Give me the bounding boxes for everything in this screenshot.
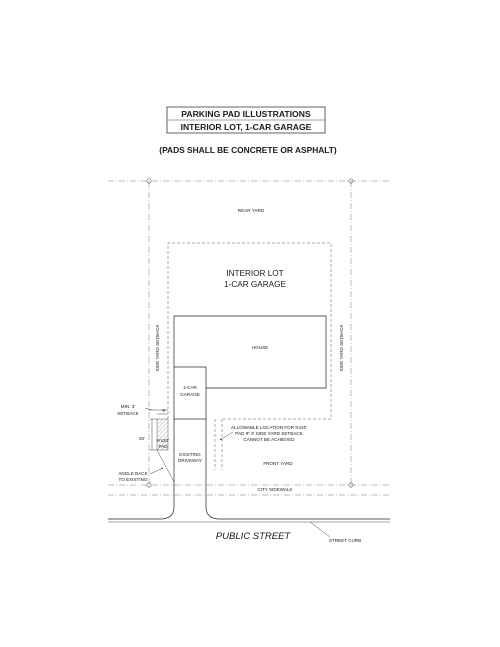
garage-label-2: GARAGE	[180, 392, 200, 397]
house-outline	[174, 316, 326, 388]
driveway-label-1: EXISTING	[179, 452, 201, 457]
allowable-location-label-1: ALLOWABLE LOCATION FOR 9'x20'	[230, 425, 308, 430]
public-street-label: PUBLIC STREET	[215, 531, 291, 542]
title-line-1: PARKING PAD ILLUSTRATIONS	[181, 109, 311, 119]
dimension-9ft-label: 9'	[162, 408, 166, 413]
allowable-location-label-3: CANNOT BE ACHIEVED	[243, 437, 295, 442]
side-setback-right-label: SIDE YARD SETBACK	[339, 324, 344, 372]
driveway-label-2: DRIVEWAY	[178, 458, 202, 463]
angle-back-leader	[150, 468, 163, 474]
angle-back-label-1: ANGLE BACK	[118, 471, 148, 476]
angle-back-label-2: TO EXISTING	[118, 477, 148, 482]
allowable-location-label-2: PAD IF 3' SIDE YARD SETBACK	[235, 431, 303, 436]
rear-yard-label: REAR YARD	[237, 208, 265, 213]
min-setback-leader	[145, 408, 152, 410]
city-sidewalk-label: CITY SIDEWALK	[257, 487, 293, 492]
street-curb-label: STREET CURB	[328, 538, 362, 543]
pad-angle-back	[157, 450, 174, 482]
garage-label-1: 1-CAR	[183, 385, 197, 390]
pad-label-1: 9'x20'	[157, 438, 169, 443]
driveway-right-curb-return	[206, 507, 218, 519]
house-label: HOUSE	[251, 345, 269, 350]
title-line-2: INTERIOR LOT, 1-CAR GARAGE	[180, 122, 312, 132]
side-setback-left-label: SIDE YARD SETBACK	[155, 324, 160, 372]
interior-lot-label-2: 1-CAR GARAGE	[224, 280, 286, 289]
interior-lot-label-1: INTERIOR LOT	[226, 269, 284, 278]
material-note: (PADS SHALL BE CONCRETE OR ASPHALT)	[159, 145, 337, 155]
min-setback-label-1: MIN. 3'	[120, 404, 136, 409]
street-curb-leader	[310, 522, 330, 537]
min-setback-label-2: SETBACK	[117, 411, 139, 416]
pad-label-2: PAD	[158, 444, 168, 449]
front-yard-label: FRONT YARD	[263, 461, 293, 466]
driveway-left-curb-return	[162, 507, 174, 519]
dimension-20ft-label: 20'	[139, 436, 145, 441]
